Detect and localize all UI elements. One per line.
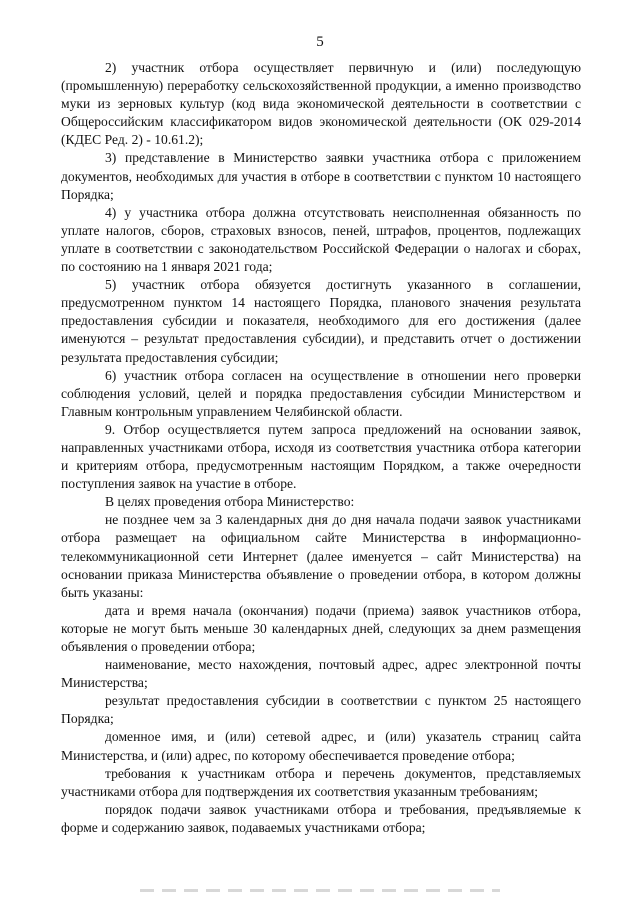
paragraph-announcement: не позднее чем за 3 календарных дня до дня начала подачи заявок участниками отбора размещает на официальном сайте Министерства в информационно-телекоммуникационной сети Интернет (далее именуется – сайт Министерства) на основании приказа Министерства объявление о проведении отбора, в котором должны быть указаны: — [61, 512, 581, 600]
paragraph-condition-5: 5) участник отбора обязуется достигнуть указанного в соглашении, предусмотренном пунктом 14 настоящего Порядка, планового значения результата предоставления субсидии и показателя, необходимого для его достижения (далее именуются – результат предоставления субсидии), и представить отчет о достижении результата предоставления субсидии; — [61, 277, 581, 365]
paragraph-item-dates: дата и время начала (окончания) подачи (приема) заявок участников отбора, которые не могут быть меньше 30 календарных дней, следующих за днем размещения объявления о проведении отбора; — [61, 602, 581, 654]
paragraph-condition-4: 4) у участника отбора должна отсутствовать неисполненная обязанность по уплате налогов, сборов, страховых взносов, пеней, штрафов, процентов, подлежащих уплате в соответствии с законодательством Российской Федерации о налогах и сборах, по состоянию на 1 января 2021 года; — [61, 204, 581, 275]
paragraph-item-address: наименование, место нахождения, почтовый адрес, адрес электронной почты Министерства; — [61, 657, 581, 691]
paragraph-condition-2: 2) участник отбора осуществляет первичную и (или) последующую (промышленную) переработку сельскохозяйственной продукции, а именно производство муки из зерновых культур (код вида экономической деятельности в соответствии с Общероссийским классификатором видов экономической деятельности (ОК 029-2014 (КДЕС Ред. 2) - 10.61.2); — [61, 60, 581, 148]
paragraph-item-result: результат предоставления субсидии в соответствии с пунктом 25 настоящего Порядка; — [61, 693, 581, 727]
paragraph-condition-6: 6) участник отбора согласен на осуществление в отношении него проверки соблюдения условий, целей и порядка предоставления субсидии Министерством и Главным контрольным управлением Челябинской области. — [61, 367, 581, 419]
paragraph-condition-3: 3) представление в Министерство заявки участника отбора с приложением документов, необходимых для участия в отборе в соответствии с пунктом 10 настоящего Порядка; — [61, 150, 581, 202]
scan-artifact — [140, 889, 500, 892]
paragraph-item-requirements: требования к участникам отбора и перечень документов, представляемых участниками отбора для подтверждения их соответствия указанным требованиям; — [61, 765, 581, 799]
paragraph-ministry-intro: В целях проведения отбора Министерство: — [105, 494, 355, 510]
paragraph-item-domain: доменное имя, и (или) сетевой адрес, и (или) указатель страниц сайта Министерства, и (или) адрес, по которому обеспечивается проведение отбора; — [61, 729, 581, 763]
paragraph-item-submission: порядок подачи заявок участниками отбора и требования, предъявляемые к форме и содержанию заявок, подаваемых участниками отбора; — [61, 801, 581, 835]
document-body — [61, 59, 581, 837]
page-number: 5 — [316, 34, 324, 50]
paragraph-section-9: 9. Отбор осуществляется путем запроса предложений на основании заявок, направленных участниками отбора, исходя из соответствия участника отбора категории и критериям отбора, предусмотренным настоящим Порядком, а также очередности поступления заявок на участие в отборе. — [61, 421, 581, 492]
